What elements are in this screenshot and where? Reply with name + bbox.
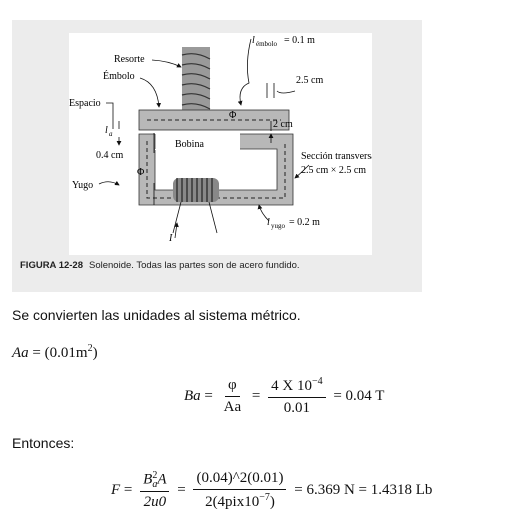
spring-shape [182,47,210,111]
eq3-fraction-1 [140,471,169,511]
label-embolo: Émbolo [103,71,135,82]
eq2-f2-num: 4 X 10 [271,378,312,394]
eq1-equals: = [32,345,41,361]
eq2-f1-den: Aa [223,399,242,415]
label-current: I [169,233,173,244]
eq3-f2-den-post: ) [269,494,275,510]
eq3-fraction-2 [193,470,286,511]
label-l-yugo: l [267,217,270,228]
eq3-f2-den-pre: 2(4pix10 [205,494,260,510]
eq2-f1-num: φ [225,377,240,397]
eq1-exp: 2 [87,343,93,354]
text-line-2: Entonces: [12,435,75,451]
eq3-f2-num: (0.04)^2(0.01) [193,470,286,490]
caption-text: Solenoide. Todas las partes son de acero fundido. [89,260,300,271]
label-gap: 0.4 cm [96,150,124,161]
eq2-result: = 0.04 T [333,387,385,404]
eq2-lhs: Ba [184,387,201,404]
eq2-fraction-2 [268,376,325,417]
label-seccion-2: 2.5 cm × 2.5 cm [301,165,367,176]
solenoid-drawing [69,33,372,255]
label-l-yugo-sub: yugo [271,222,285,230]
label-dim-2-5: 2.5 cm [296,75,324,86]
label-l-embolo-sub: émbolo [256,40,277,48]
eq1-lhs: Aa [12,345,29,361]
eq1-rhs: (0.01m [44,345,88,361]
eq3-f1-sup: 2 [152,469,158,481]
equation-force: F = B 2 a A 2u0 = $\frac{(0.04)\^{}2(0.01)}{2(4pix10^{-7})}$ = 6.369 N = 1.4318 Lb [111,469,433,510]
phi-label-top: Φ [229,110,237,121]
eq2-f2-exp: −4 [311,376,323,387]
equation-ba: Ba = $\frac{\varphi}{Aa}$ = $\frac{4 X 10^{-4}}{0.01}$ = 0.04 T [184,376,385,416]
label-seccion-1: Sección transversal [301,151,372,162]
text-line-1: Se convierten las unidades al sistema métrico. [12,307,301,323]
eq3-f2-den-exp: −7 [259,492,270,503]
eq3-f1-den: 2u0 [143,493,167,510]
label-dim-2: 2 cm [273,119,293,130]
coil-shape [173,178,219,233]
eq2-f2-den: 0.01 [283,400,310,416]
label-l-yugo-val: = 0.2 m [289,217,320,228]
equation-area [12,343,98,362]
label-l-embolo: l [252,35,255,46]
eq3-lhs: F [111,481,121,498]
caption-label: FIGURA 12-28 [20,260,83,271]
eq1-close: ) [92,345,98,361]
label-resorte: Resorte [114,54,145,65]
figure-caption [20,260,300,271]
label-l-embolo-val: = 0.1 m [284,35,315,46]
label-la: l [105,125,108,136]
phi-label-left: Φ [137,167,145,178]
label-bobina: Bobina [175,139,204,150]
label-la-sub: a [109,130,113,138]
eq2-fraction-1 [221,377,245,416]
eq3-result: = 6.369 N = 1.4318 Lb [294,481,433,498]
solenoid-diagram [69,33,372,255]
eq3-f1-sub: a [152,478,158,490]
figure-panel [12,20,422,292]
label-yugo: Yugo [72,180,94,191]
label-espacio: Espacio [69,98,101,109]
eq3-f1-B: B [143,470,153,487]
eq3-f1-A: A [157,470,167,487]
